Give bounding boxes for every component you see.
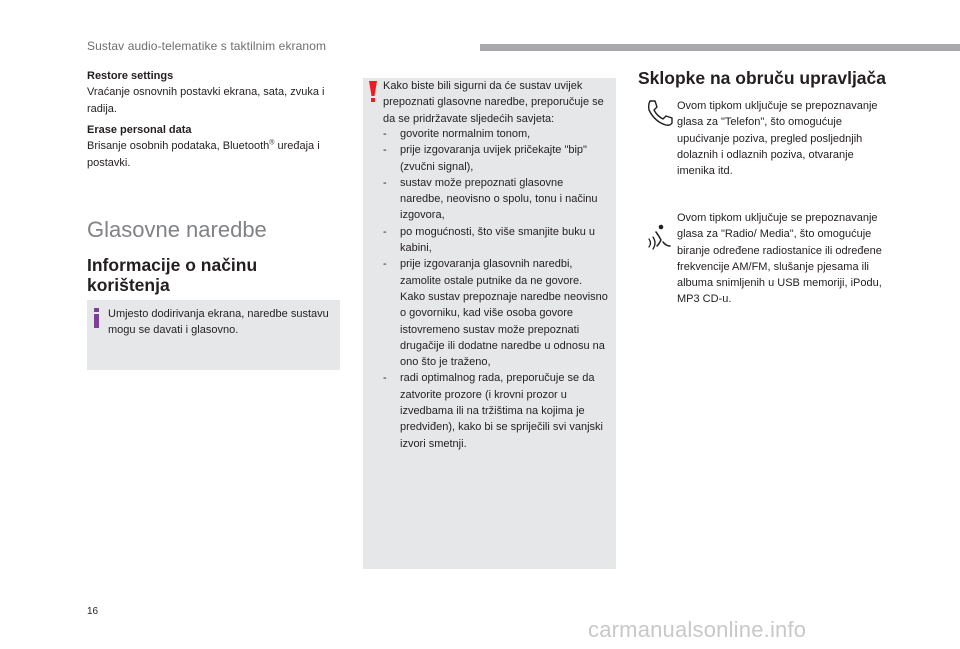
running-header: Sustav audio-telematike s taktilnim ekranom xyxy=(87,39,327,53)
header-bar xyxy=(480,44,960,51)
warning-intro: Kako biste bili sigurni da će sustav uvijek prepoznati glasovne naredbe, preporučuje se da se pridržavate sljedećih savjeta: xyxy=(383,80,604,125)
subsection-title: Informacije o načinu korištenja xyxy=(87,255,258,295)
erase-data-block xyxy=(87,122,340,171)
list-item xyxy=(383,126,608,142)
watermark: carmanualsonline.info xyxy=(588,617,807,642)
list-dash: - xyxy=(383,372,387,385)
list-dash: - xyxy=(383,144,387,157)
phone-button-text: Ovom tipkom uključuje se prepoznavanje glasa za "Telefon", što omogućuje upućivanje poziva, pregled posljednjih dolaznih i odlaznih poziva, otvaranje imenika itd. xyxy=(677,100,878,178)
restore-settings-block xyxy=(87,68,340,117)
list-item xyxy=(383,256,608,370)
tip-text: prije izgovaranja uvijek pričekajte "bip" (zvučni signal), xyxy=(400,144,587,173)
erase-data-title: Erase personal data xyxy=(87,124,192,136)
voice-command-icon xyxy=(645,222,675,252)
registered-mark: ® xyxy=(269,139,275,147)
list-item xyxy=(383,224,608,257)
tips-list xyxy=(383,126,608,452)
voice-button-text: Ovom tipkom uključuje se prepoznavanje glasa za "Radio/ Media", što omogućuje biranje određene radiostanice ili određene frekvencije AM/FM, slušanje pjesama ili albuma snimljenih u USB memoriji, iPodu, MP3 CD-u. xyxy=(677,212,882,306)
erase-data-text-end: uređaja i postavki. xyxy=(87,140,320,169)
tip-text: po mogućnosti, što više smanjite buku u kabini, xyxy=(400,225,596,255)
list-dash: - xyxy=(383,258,387,271)
list-item xyxy=(383,142,608,175)
phone-icon xyxy=(645,98,675,128)
list-item xyxy=(383,370,608,451)
steering-controls-title: Sklopke na obruču upravljača xyxy=(638,68,886,88)
erase-data-text: Brisanje osobnih podataka, Bluetooth xyxy=(87,140,270,153)
tip-text: radi optimalnog rada, preporučuje se da zatvorite prozore (i krovni prozor u izvedbama ili na tržištima na kojima je predviđen), kako bi se spriječili svi vanjski izvori smetnji. xyxy=(400,372,603,450)
tip-text: prije izgovaranja glasovnih naredbi, zamolite ostale putnike da ne govore. Kako sustav prepoznaje naredbe neovisno o govorniku, kad više osoba govore istovremeno sustav može prepoznati drugačije ili dodatne naredbe u odnosu na ono što je traženo, xyxy=(400,258,608,369)
list-dash: - xyxy=(383,225,387,238)
restore-settings-title: Restore settings xyxy=(87,70,174,82)
warning-icon xyxy=(369,81,377,103)
list-dash: - xyxy=(383,176,387,189)
tip-text: sustav može prepoznati glasovne naredbe, neovisno o spolu, tonu i načinu izgovora, xyxy=(400,176,598,222)
info-text: Umjesto dodirivanja ekrana, naredbe sustavu mogu se davati i glasovno. xyxy=(108,308,329,337)
list-item xyxy=(383,175,608,224)
tip-text: govorite normalnim tonom, xyxy=(400,128,531,140)
section-title: Glasovne naredbe xyxy=(87,217,267,242)
list-dash: - xyxy=(383,128,387,140)
info-icon xyxy=(94,308,99,328)
page-number: 16 xyxy=(87,606,99,617)
restore-settings-text: Vraćanje osnovnih postavki ekrana, sata, zvuka i radija. xyxy=(87,86,325,115)
